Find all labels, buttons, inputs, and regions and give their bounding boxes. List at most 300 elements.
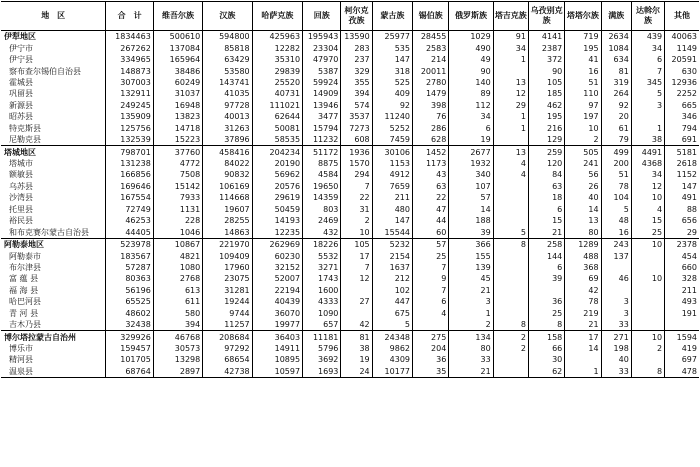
value-cell: 25977 [372,31,412,43]
value-cell: 3477 [303,111,341,122]
area-name-cell: 哈巴河县 [9,297,41,307]
value-cell: 258 [528,238,564,250]
value-cell: 13 [565,215,601,226]
value-cell: 409 [372,88,412,99]
value-cell: 33 [601,319,631,331]
value-cell: 1 [449,308,493,319]
value-cell: 5796 [303,343,341,354]
area-name-cell: 伊宁市 [9,43,33,53]
value-cell: 10 [341,226,372,238]
value-cell: 90 [528,65,564,76]
value-cell: 2634 [601,31,631,43]
value-cell: 283 [341,42,372,53]
value-cell: 14718 [153,123,202,134]
county-row [1,296,699,307]
value-cell: 12235 [252,226,302,238]
value-cell: 20576 [252,181,302,192]
area-name-cell: 塔城市 [9,159,33,169]
value-cell: 200 [601,158,631,169]
area-name-cell: 察布查尔锡伯自治县 [9,66,81,76]
value-cell: 28455 [413,31,449,43]
value-cell: 23075 [203,273,252,284]
value-cell: 8 [493,238,528,250]
value-cell: 675 [372,308,412,319]
value-cell: 50459 [252,204,302,215]
value-cell: 454 [665,250,699,261]
value-cell: 5232 [372,238,412,250]
value-cell: 2469 [303,215,341,226]
value-cell: 613 [153,285,202,296]
value-cell [601,262,631,273]
value-cell [631,111,664,122]
value-cell: 12 [631,181,664,192]
value-cell [528,285,564,296]
value-cell: 23304 [303,42,341,53]
value-cell: 32438 [106,319,153,331]
value-cell: 630 [665,65,699,76]
value-cell: 432 [303,226,341,238]
value-cell: 40 [601,354,631,365]
value-cell: 7459 [372,134,412,146]
value-cell: 2618 [665,158,699,169]
value-cell [493,134,528,146]
value-cell: 6 [528,262,564,273]
value-cell [631,319,664,331]
value-cell: 20591 [665,54,699,65]
value-cell: 1289 [565,238,601,250]
value-cell: 1131 [153,204,202,215]
value-cell: 8 [493,319,528,331]
value-cell: 34 [493,42,528,53]
area-name-cell: 特克斯县 [9,123,41,133]
value-cell: 63 [413,181,449,192]
value-cell: 16 [565,65,601,76]
value-cell: 5 [372,319,412,331]
value-cell: 697 [665,354,699,365]
value-cell: 9 [413,273,449,284]
value-cell: 97728 [203,100,252,111]
value-cell: 14 [449,204,493,215]
value-cell: 84022 [203,158,252,169]
value-cell: 92 [601,100,631,111]
value-cell: 59924 [303,77,341,88]
value-cell: 12 [493,88,528,99]
value-cell: 4 [493,158,528,169]
value-cell: 34 [631,169,664,180]
value-cell: 19650 [303,181,341,192]
value-cell: 56196 [106,285,153,296]
value-cell: 19977 [252,319,302,331]
value-cell: 11257 [203,319,252,331]
value-cell: 43 [413,169,449,180]
value-cell: 85818 [203,42,252,53]
value-cell: 197 [565,111,601,122]
value-cell: 7 [631,65,664,76]
value-cell: 1084 [601,42,631,53]
value-cell: 16948 [153,100,202,111]
value-cell: 634 [601,54,631,65]
value-cell [493,204,528,215]
value-cell: 147 [665,181,699,192]
value-cell [665,319,699,331]
value-cell: 2252 [665,88,699,99]
value-cell: 72749 [106,204,153,215]
value-cell: 665 [665,100,699,111]
value-cell: 15 [631,215,664,226]
county-row [1,158,699,169]
value-cell: 2897 [153,366,202,378]
value-cell: 6 [528,204,564,215]
value-cell: 21 [449,285,493,296]
value-cell: 19 [341,354,372,365]
value-cell: 198 [601,343,631,354]
value-cell: 318 [372,65,412,76]
value-cell: 394 [153,319,202,331]
value-cell: 29 [493,100,528,111]
value-cell [631,354,664,365]
value-cell: 38 [631,134,664,146]
area-name-cell: 乌苏县 [9,181,33,191]
value-cell: 307003 [106,77,153,88]
value-cell: 44 [413,215,449,226]
value-cell: 110 [565,88,601,99]
value-cell: 38 [341,343,372,354]
value-cell [631,250,664,261]
value-cell [341,285,372,296]
value-cell: 40063 [665,31,699,43]
value-cell: 1152 [665,169,699,180]
value-cell: 211 [372,192,412,203]
value-cell: 102 [372,285,412,296]
value-cell: 97 [565,100,601,111]
value-cell: 1090 [303,308,341,319]
value-cell: 143741 [203,77,252,88]
county-row [1,226,699,238]
value-cell: 4821 [153,250,202,261]
value-cell: 1600 [303,285,341,296]
area-name-cell: 青 河 县 [9,308,39,318]
value-cell [631,262,664,273]
value-cell: 490 [449,42,493,53]
area-name-cell: 沙湾县 [9,193,33,203]
value-cell: 419 [665,343,699,354]
value-cell: 10 [565,123,601,134]
value-cell: 2387 [528,42,564,53]
value-cell: 12282 [252,42,302,53]
value-cell: 10 [631,273,664,284]
value-cell: 48 [601,215,631,226]
value-cell: 10 [631,238,664,250]
value-cell: 53580 [203,65,252,76]
value-cell: 14193 [252,215,302,226]
value-cell: 656 [665,215,699,226]
area-name-cell: 富 蕴 县 [9,274,39,284]
value-cell: 18226 [303,238,341,250]
value-cell: 137084 [153,42,202,53]
value-cell: 185 [528,88,564,99]
value-cell: 129 [528,134,564,146]
value-cell: 15223 [153,134,202,146]
value-cell: 114668 [203,192,252,203]
value-cell: 328 [665,273,699,284]
value-cell: 1637 [372,262,412,273]
area-name-cell: 阿勒泰市 [9,251,41,261]
value-cell: 294 [341,169,372,180]
value-cell: 24348 [372,331,412,343]
value-cell: 286 [413,123,449,134]
value-cell: 3271 [303,262,341,273]
value-cell: 16 [601,226,631,238]
value-cell: 1479 [413,88,449,99]
value-cell: 169646 [106,181,153,192]
value-cell: 2677 [449,146,493,158]
value-cell: 29 [665,226,699,238]
area-name-cell: 博尔塔拉蒙古自治州 [1,331,106,343]
county-row [1,42,699,53]
value-cell: 5 [601,204,631,215]
value-cell: 14 [565,343,601,354]
value-cell: 36 [413,354,449,365]
value-cell: 155 [449,250,493,261]
value-cell: 4772 [153,158,202,169]
value-cell: 1834463 [106,31,153,43]
value-cell: 439 [631,31,664,43]
value-cell: 36403 [252,331,302,343]
value-cell: 4 [413,308,449,319]
value-cell: 60249 [153,77,202,88]
value-cell: 15 [528,215,564,226]
value-cell: 57 [413,238,449,250]
value-cell: 51 [565,77,601,88]
value-cell: 478 [665,366,699,378]
value-cell: 41035 [203,88,252,99]
value-cell: 1029 [449,31,493,43]
column-header: 维吾尔族 [153,2,202,31]
value-cell: 51172 [303,146,341,158]
value-cell: 1149 [665,42,699,53]
value-cell [493,273,528,284]
value-cell: 135909 [106,111,153,122]
county-row [1,343,699,354]
value-cell: 125756 [106,123,153,134]
value-cell: 500610 [153,31,202,43]
value-cell: 5 [631,88,664,99]
value-cell: 46 [601,273,631,284]
value-cell: 91 [493,31,528,43]
value-cell: 425963 [252,31,302,43]
value-cell: 2 [565,134,601,146]
value-cell: 36070 [252,308,302,319]
value-cell: 65525 [106,296,153,307]
column-header: 柯尔克孜族 [341,2,372,31]
value-cell: 12936 [665,77,699,88]
value-cell: 13 [493,77,528,88]
value-cell: 32152 [252,262,302,273]
county-row [1,181,699,192]
value-cell: 7933 [153,192,202,203]
value-cell: 1594 [665,331,699,343]
value-cell: 52007 [252,273,302,284]
value-cell: 134 [449,331,493,343]
value-cell: 4584 [303,169,341,180]
value-cell: 68764 [106,366,153,378]
value-cell: 195 [528,111,564,122]
value-cell: 88 [665,204,699,215]
column-header: 锡伯族 [413,2,449,31]
value-cell [631,285,664,296]
column-header: 俄罗斯族 [449,2,493,31]
value-cell: 63429 [203,54,252,65]
column-header: 哈萨克族 [252,2,302,31]
value-cell: 525 [372,77,412,88]
value-cell: 166856 [106,169,153,180]
value-cell: 21 [528,226,564,238]
value-cell: 109409 [203,250,252,261]
area-name-cell: 吉木乃县 [9,320,41,330]
value-cell: 262969 [252,238,302,250]
value-cell: 372 [528,54,564,65]
value-cell: 37896 [203,134,252,146]
value-cell: 66 [528,343,564,354]
value-cell: 5 [493,226,528,238]
header-row [1,2,699,31]
value-cell: 40013 [203,111,252,122]
value-cell: 329926 [106,331,153,343]
value-cell: 10597 [252,366,302,378]
value-cell: 243 [601,238,631,250]
value-cell: 62 [528,366,564,378]
value-cell: 657 [303,319,341,331]
value-cell: 28255 [203,215,252,226]
value-cell: 10177 [372,366,412,378]
value-cell: 211 [665,285,699,296]
value-cell: 594800 [203,31,252,43]
value-cell: 493 [665,296,699,307]
value-cell: 2 [493,331,528,343]
value-cell: 1 [493,123,528,134]
value-cell: 660 [665,262,699,273]
value-cell: 24 [341,366,372,378]
value-cell: 90832 [203,169,252,180]
value-cell: 462 [528,100,564,111]
area-name-cell: 额敏县 [9,170,33,180]
area-name-cell: 阿勒泰地区 [1,238,106,250]
value-cell: 195943 [303,31,341,43]
value-cell: 35 [413,366,449,378]
value-cell: 4141 [528,31,564,43]
value-cell: 219 [565,308,601,319]
value-cell: 49 [449,54,493,65]
value-cell: 78 [565,296,601,307]
value-cell: 34 [449,111,493,122]
area-name-cell: 塔城地区 [1,146,106,158]
area-name-cell: 布尔津县 [9,262,41,272]
value-cell: 447 [372,296,412,307]
value-cell: 574 [341,100,372,111]
value-cell: 30 [528,354,564,365]
value-cell: 4 [631,204,664,215]
value-cell [493,366,528,378]
value-cell: 1153 [372,158,412,169]
value-cell [493,354,528,365]
value-cell [493,285,528,296]
value-cell: 6 [449,123,493,134]
value-cell: 398 [413,100,449,111]
value-cell: 15142 [153,181,202,192]
value-cell: 15544 [372,226,412,238]
value-cell: 14911 [252,343,302,354]
value-cell: 50081 [252,123,302,134]
county-row [1,65,699,76]
value-cell: 264 [601,88,631,99]
value-cell: 90 [449,65,493,76]
value-cell: 4491 [631,146,664,158]
value-cell: 20011 [413,65,449,76]
value-cell: 80 [565,226,601,238]
value-cell: 14863 [203,226,252,238]
value-cell: 608 [341,134,372,146]
value-cell: 1743 [303,273,341,284]
value-cell: 1452 [413,146,449,158]
column-header: 地 区 [1,2,106,31]
value-cell: 89 [449,88,493,99]
value-cell: 36 [528,296,564,307]
value-cell [493,296,528,307]
value-cell: 112 [449,100,493,111]
column-header: 乌孜别克族 [528,2,564,31]
value-cell: 56 [565,169,601,180]
column-header: 合 计 [106,2,153,31]
value-cell: 345 [631,77,664,88]
county-row [1,285,699,296]
value-cell: 611 [153,296,202,307]
value-cell: 204234 [252,146,302,158]
value-cell: 30573 [153,343,202,354]
value-cell: 104 [601,192,631,203]
value-cell: 8875 [303,158,341,169]
value-cell: 84 [528,169,564,180]
value-cell: 580 [153,308,202,319]
area-name-cell: 和布克赛尔蒙古自治县 [9,227,89,237]
value-cell: 11240 [372,111,412,122]
value-cell: 195 [565,42,601,53]
value-cell: 80363 [106,273,153,284]
region-row [1,331,699,343]
value-cell: 5252 [372,123,412,134]
value-cell: 183567 [106,250,153,261]
value-cell: 48602 [106,308,153,319]
value-cell: 165964 [153,54,202,65]
value-cell: 15794 [303,123,341,134]
value-cell: 34 [631,42,664,53]
value-cell: 29839 [252,65,302,76]
area-name-cell: 尼勒克县 [9,135,41,145]
value-cell: 107 [449,181,493,192]
column-header: 其他 [665,2,699,31]
value-cell: 10867 [153,238,202,250]
value-cell: 505 [565,146,601,158]
value-cell: 57287 [106,262,153,273]
value-cell: 47 [413,204,449,215]
value-cell: 25 [631,226,664,238]
value-cell: 4 [493,169,528,180]
value-cell: 7508 [153,169,202,180]
value-cell: 21 [565,319,601,331]
value-cell [413,319,449,331]
value-cell: 29619 [252,192,302,203]
value-cell: 40 [565,192,601,203]
county-row [1,100,699,111]
